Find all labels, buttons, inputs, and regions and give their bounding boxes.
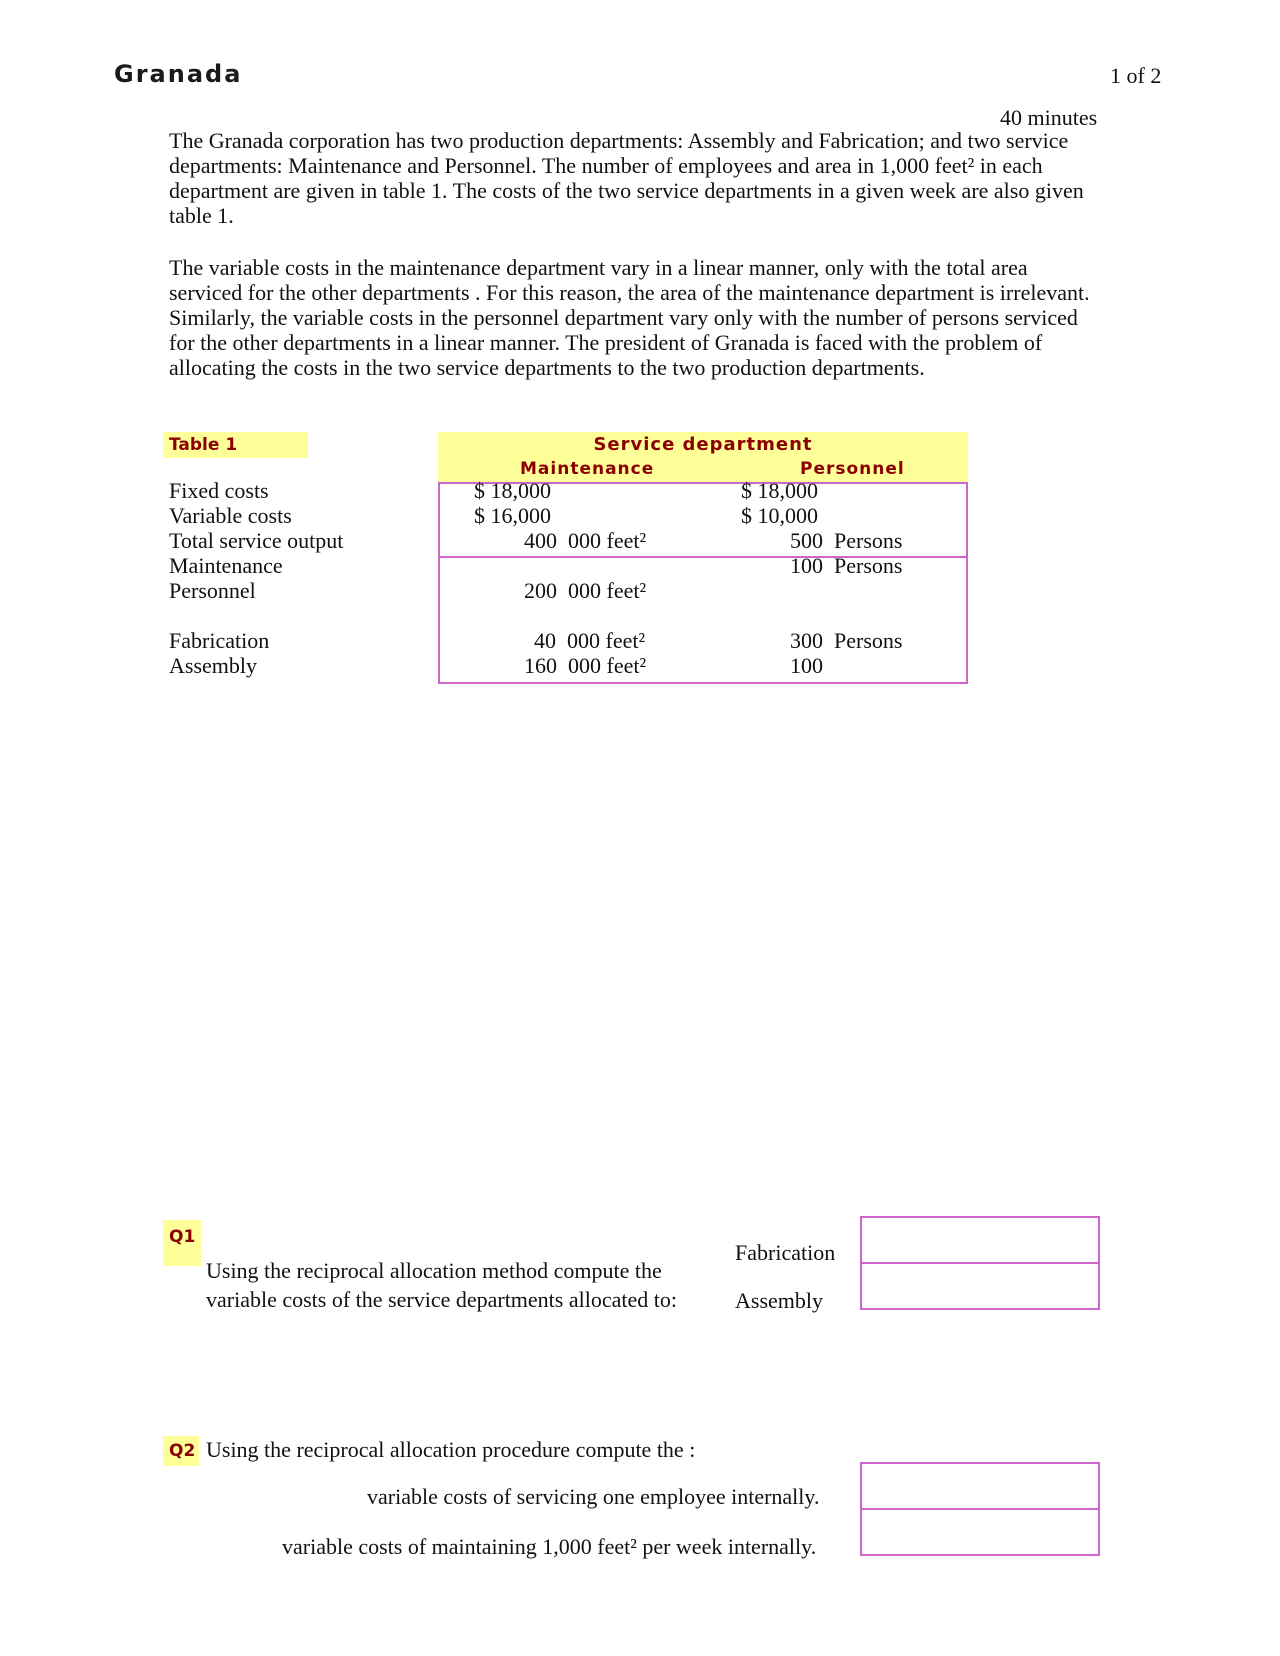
cell-personnel-fabrication: 300 Persons xyxy=(790,628,903,653)
row-label-maintenance: Maintenance xyxy=(169,553,283,578)
question-1-line-2: variable costs of the service departments allocated to: xyxy=(206,1287,677,1312)
intro-paragraph-2 xyxy=(169,255,1099,380)
q2-area-cost-label: variable costs of maintaining 1,000 feet² per week internally. xyxy=(282,1534,817,1559)
q2-area-cost-answer-box[interactable] xyxy=(860,1508,1100,1556)
cell-maintenance-personnel: 200 000 feet² xyxy=(524,578,647,603)
q1-fabrication-answer-box[interactable] xyxy=(860,1216,1100,1264)
q2-employee-cost-label: variable costs of servicing one employee internally. xyxy=(367,1484,820,1509)
q1-assembly-label: Assembly xyxy=(735,1288,823,1313)
row-label-assembly: Assembly xyxy=(169,653,257,678)
intro-paragraph-1 xyxy=(169,128,1099,228)
row-label-total-service-output: Total service output xyxy=(169,528,344,553)
question-2-prompt: Using the reciprocal allocation procedure compute the : xyxy=(206,1437,696,1462)
question-1-line-1: Using the reciprocal allocation method compute the xyxy=(206,1258,662,1283)
column-header-personnel: Personnel xyxy=(800,459,905,479)
time-allowance: 40 minutes xyxy=(1000,105,1098,130)
row-label-personnel: Personnel xyxy=(169,578,256,603)
intro-text-2: The variable costs in the maintenance department vary in a linear manner, only with the total area serviced for the other departments . For this reason, the area of the maintenance department is irrelevant. Similarly, the variable costs in the personnel department vary only with the number of persons serviced for the other departments in a linear manner. The president of Granada is faced with the problem of allocating the costs in the two service departments to the two production departments. xyxy=(169,255,1090,380)
question-2-label: Q2 xyxy=(163,1436,199,1466)
row-label-variable-costs: Variable costs xyxy=(169,503,292,528)
intro-text-1: The Granada corporation has two production departments: Assembly and Fabrication; and two service departments: Maintenance and Personnel. The number of employees and area in 1,000 feet² in each department are given in table 1. The costs of the two service departments in a given week are also given table 1. xyxy=(169,128,1084,228)
document-title: Granada xyxy=(114,60,243,88)
q1-fabrication-label: Fabrication xyxy=(735,1240,836,1265)
service-department-header: Service department xyxy=(593,434,813,455)
cell-maintenance-variable-costs: $ 16,000 xyxy=(474,503,551,528)
table-label: Table 1 xyxy=(163,432,308,458)
cell-maintenance-fixed-costs: $ 18,000 xyxy=(474,478,551,503)
q1-assembly-answer-box[interactable] xyxy=(860,1262,1100,1310)
row-label-fixed-costs: Fixed costs xyxy=(169,478,269,503)
column-header-maintenance: Maintenance xyxy=(520,459,655,479)
cell-personnel-maintenance: 100 Persons xyxy=(790,553,903,578)
question-1-text xyxy=(206,1256,677,1314)
page-indicator: 1 of 2 xyxy=(1110,63,1162,88)
cell-personnel-assembly: 100 xyxy=(790,653,823,678)
question-1-label: Q1 xyxy=(163,1220,201,1266)
cell-maintenance-fabrication: 40 000 feet² xyxy=(534,628,646,653)
cell-personnel-fixed-costs: $ 18,000 xyxy=(741,478,818,503)
cell-maintenance-total-output: 400 000 feet² xyxy=(524,528,647,553)
row-label-fabrication: Fabrication xyxy=(169,628,270,653)
cell-personnel-variable-costs: $ 10,000 xyxy=(741,503,818,528)
q2-employee-cost-answer-box[interactable] xyxy=(860,1462,1100,1510)
cell-maintenance-assembly: 160 000 feet² xyxy=(524,653,647,678)
cell-personnel-total-output: 500 Persons xyxy=(790,528,903,553)
